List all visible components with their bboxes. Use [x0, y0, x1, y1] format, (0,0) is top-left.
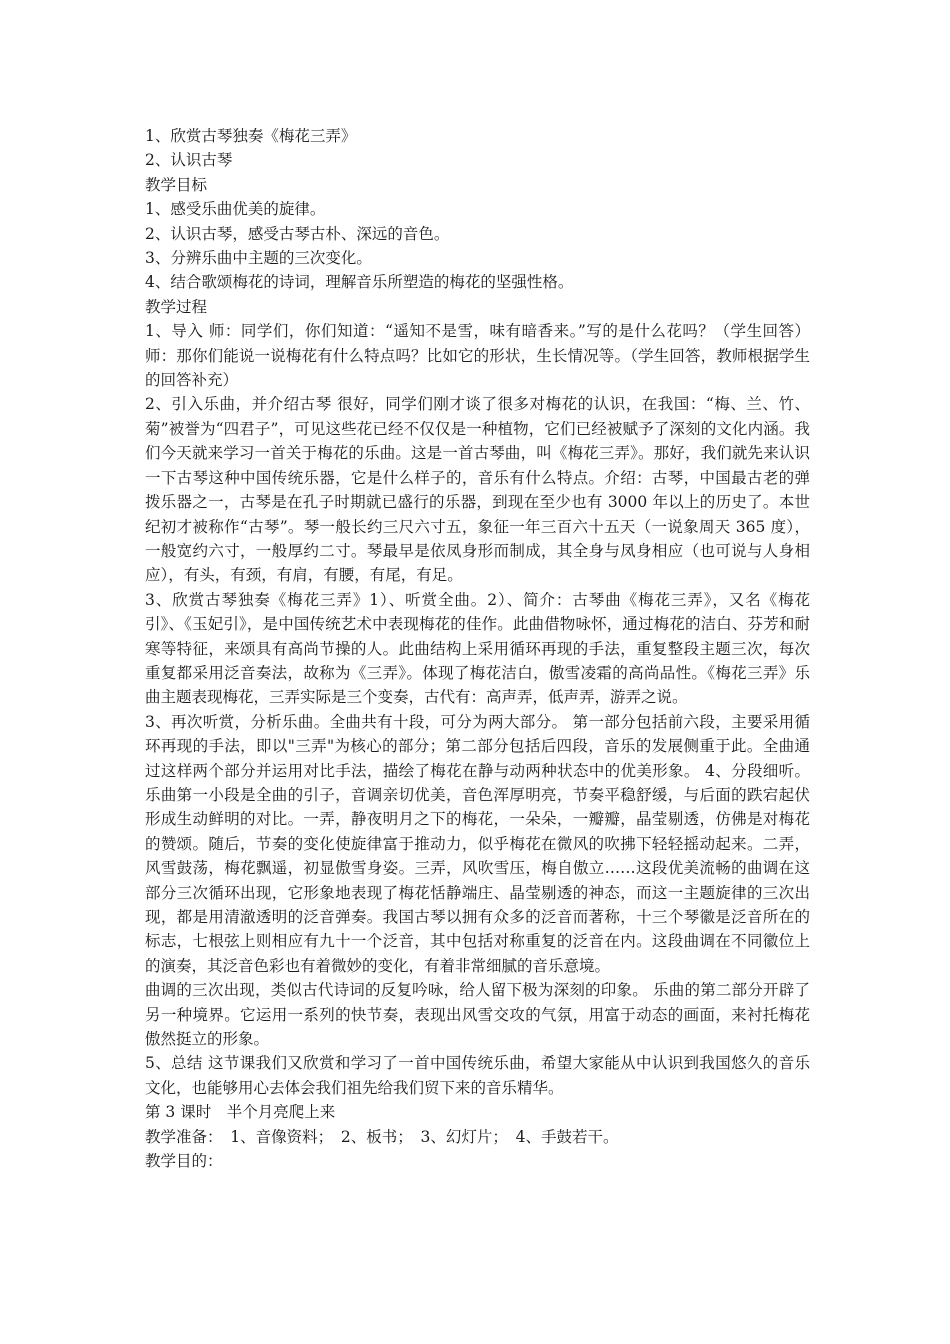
- section-heading-purpose: 教学目的：: [145, 1152, 223, 1171]
- objective-item-1: 1、欣赏古琴独奏《梅花三弄》: [145, 127, 357, 145]
- lesson-title: 第 3 课时 半个月亮爬上来: [145, 1103, 336, 1122]
- teaching-prep: 教学准备： 1、音像资料； 2、板书； 3、幻灯片； 4、手鼓若干。: [145, 1127, 619, 1146]
- goal-item-4: 4、结合歌颂梅花的诗词，理解音乐所塑造的梅花的坚强性格。: [145, 273, 574, 292]
- goal-item-3: 3、分辨乐曲中主题的三次变化。: [145, 249, 372, 268]
- process-step-part-two: 曲调的三次出现，类似古代诗词的反复吟咏，给人留下极为深刻的印象。 乐曲的第二部分开辟了另一种境界。它运用一系列的快节奏，表现出风雪交攻的气氛，用富于动态的画面，来衬托梅花傲然挺立的形象。: [145, 981, 810, 1049]
- process-step-intro: 1、导入 师：同学们，你们知道：“遥知不是雪，味有暗香来。”写的是什么花吗？（学生回答）师：那你们能说一说梅花有什么特点吗？比如它的形状，生长情况等。（学生回答，教师根据学生的回答补充）: [145, 322, 810, 390]
- objective-item-2: 2、认识古琴: [145, 151, 233, 170]
- section-heading-process: 教学过程: [145, 297, 208, 316]
- goal-item-2: 2、认识古琴，感受古琴古朴、深远的音色。: [145, 224, 450, 243]
- process-step-listen: 3、欣赏古琴独奏《梅花三弄》1）、听赏全曲。2）、简介：古琴曲《梅花三弄》，又名《梅花引》、《玉妃引》，是中国传统艺术中表现梅花的佳作。此曲借物咏怀，通过梅花的洁白、芬芳和耐寒等特征，来颂具有高尚节操的人。此曲结构上采用循环再现的手法，重复整段主题三次，每次重复都采用泛音奏法，故称为《三弄》。体现了梅花洁白，傲雪凌霜的高尚品性。《梅花三弄》乐曲主题表现梅花，三弄实际是三个变奏，古代有：高声弄，低声弄，游弄之说。: [145, 590, 810, 707]
- process-step-analysis: 3、再次听赏，分析乐曲。全曲共有十段，可分为两大部分。 第一部分包括前六段，主要采用循环再现的手法，即以"三弄"为核心的部分；第二部分包括后四段，音乐的发展侧重于此。全曲通过这样两个部分并运用对比手法，描绘了梅花在静与动两种状态中的优美形象。 4、分段细听。乐曲第一小段是全曲的引子，音调亲切优美，音色浑厚明亮，节奏平稳舒缓，与后面的跌宕起伏形成生动鲜明的对比。一弄，静夜明月之下的梅花，一朵朵，一瓣瓣，晶莹剔透，仿佛是对梅花的赞颂。随后，节奏的变化使旋律富于推动力，似乎梅花在微风的吹拂下轻轻摇动起来。二弄，风雪鼓荡，梅花飘遥，初显傲雪身姿。三弄，风吹雪压，梅自傲立……这段优美流畅的曲调在这部分三次循环出现，它形象地表现了梅花恬静端庄、晶莹剔透的神态，而这一主题旋律的三次出现，都是用清澈透明的泛音弹奏。我国古琴以拥有众多的泛音而著称，十三个琴徽是泛音所在的标志，七根弦上则相应有九十一个泛音，其中包括对称重复的泛音在内。这段曲调在不同徽位上的演奏，其泛音色彩也有着微妙的变化，有着非常细腻的音乐意境。: [145, 712, 810, 975]
- process-step-guqin: 2、引入乐曲，并介绍古琴 很好，同学们刚才谈了很多对梅花的认识，在我国：“梅、兰、竹、菊”被誉为“四君子”，可见这些花已经不仅仅是一种植物，它们已经被赋予了深刻的文化内涵。我们今天就来学习一首关于梅花的乐曲。这是一首古琴曲，叫《梅花三弄》。那好，我们就先来认识一下古琴这种中国传统乐器，它是什么样子的，音乐有什么特点。介绍：古琴，中国最古老的弹拨乐器之一，古琴是在孔子时期就已盛行的乐器，到现在至少也有 3000 年以上的历史了。本世纪初才被称作“古琴”。琴一般长约三尺六寸五，象征一年三百六十五天（一说象周天 365 度），一般宽约六寸，一般厚约二寸。琴最早是依凤身形而制成，其全身与凤身相应（也可说与人身相应），有头，有颈，有肩，有腰，有尾，有足。: [145, 395, 810, 585]
- process-step-summary: 5、总结 这节课我们又欣赏和学习了一首中国传统乐曲，希望大家能从中认识到我国悠久的音乐文化，也能够用心去体会我们祖先给我们贸下来的音乐精华。: [145, 1054, 810, 1097]
- document-page: [145, 124, 810, 1173]
- goal-item-1: 1、感受乐曲优美的旋律。: [145, 200, 326, 219]
- section-heading-goals: 教学目标: [145, 175, 208, 194]
